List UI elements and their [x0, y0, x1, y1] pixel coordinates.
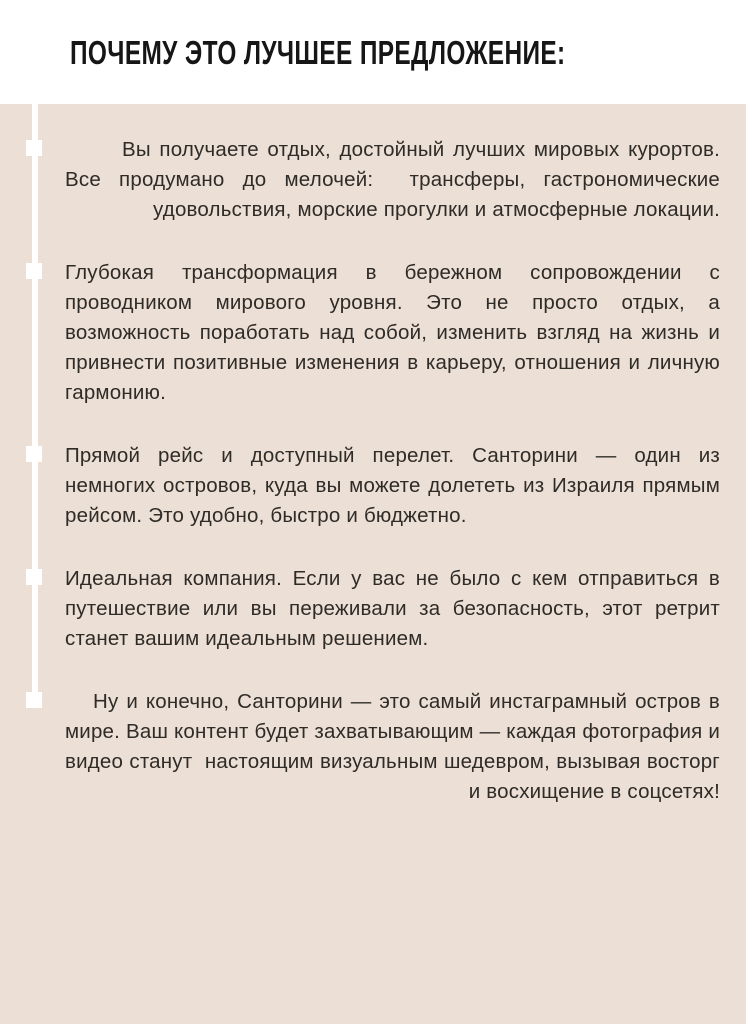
paragraph-text: Вы получаете отдых, достойный лучших мировых курортов. Все продумано до мелочей: трансферы, гастрономические удовольствия, морские прогулки и атмосферные локации. — [65, 138, 720, 221]
paragraph-text: Прямой рейс и доступный перелет. Санторини — один из немногих островов, куда вы можете долететь из Израиля прямым рейсом. Это удобно, быстро и бюджетно. — [65, 444, 720, 527]
benefit-paragraph — [65, 441, 720, 531]
bullet-square-icon — [26, 692, 42, 708]
bullet-square-icon — [26, 446, 42, 462]
bullet-square-icon — [26, 263, 42, 279]
paragraph-text: Ну и конечно, Санторини — это самый инстаграмный остров в мире. Ваш контент будет захватывающим — каждая фотография и видео станут настоящим визуальным шедевром, вызывая восторг и восхищение в соцсетях! — [65, 690, 720, 803]
benefit-paragraph — [65, 687, 720, 807]
bullet-square-icon — [26, 140, 42, 156]
paragraph-text: Глубокая трансформация в бережном сопровождении с проводником мирового уровня. Это не просто отдых, а возможность поработать над собой, изменить взгляд на жизнь и привнести позитивные изменения в карьеру, отношения и личную гармонию. — [65, 261, 720, 404]
page-title: ПОЧЕМУ ЭТО ЛУЧШЕЕ ПРЕДЛОЖЕНИЕ: — [70, 34, 566, 71]
benefit-paragraph — [65, 258, 720, 408]
benefit-paragraph — [65, 135, 720, 225]
timeline-line — [32, 104, 38, 708]
benefit-paragraph — [65, 564, 720, 654]
paragraph-text: Идеальная компания. Если у вас не было с кем отправиться в путешествие или вы переживали за безопасность, этот ретрит станет вашим идеальным решением. — [65, 567, 720, 650]
bullet-square-icon — [26, 569, 42, 585]
header — [0, 0, 746, 104]
content-panel — [0, 104, 746, 1024]
